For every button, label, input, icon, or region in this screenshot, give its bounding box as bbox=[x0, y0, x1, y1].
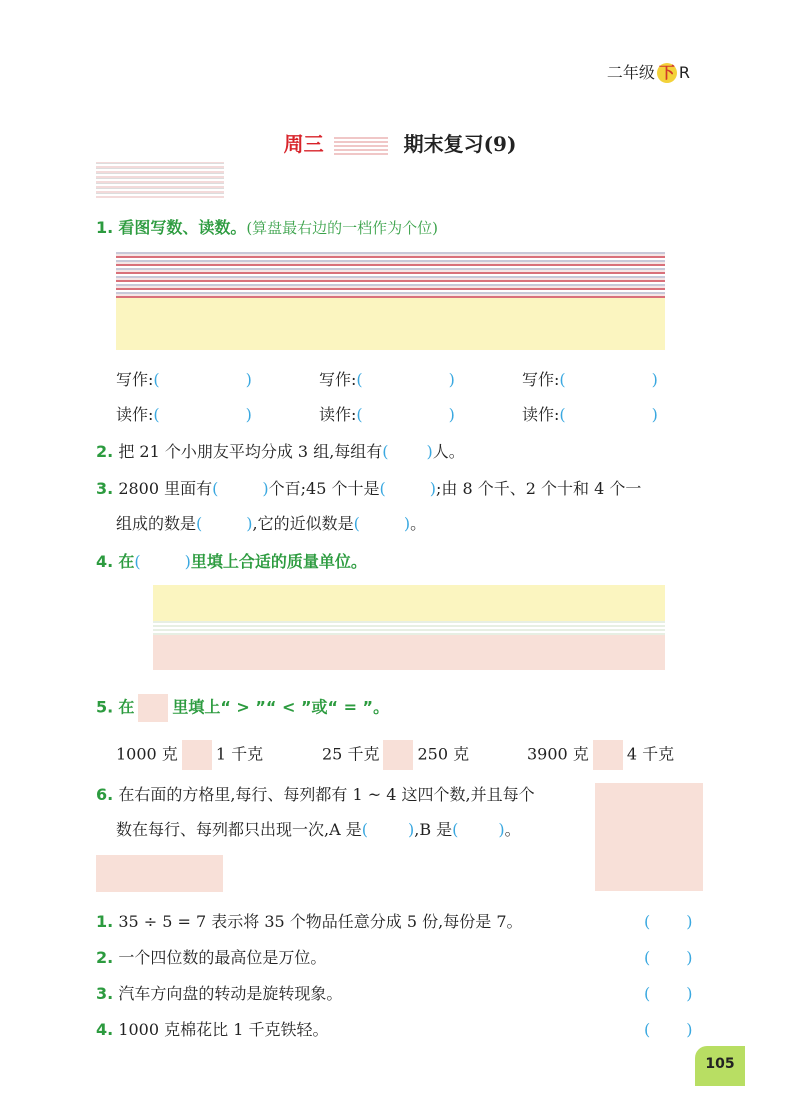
compare-box[interactable] bbox=[383, 740, 413, 770]
q3-line-2: 组成的数是( ),它的近似数是( )。 bbox=[116, 514, 427, 533]
compare-item-2: 25 千克 250 克 bbox=[322, 740, 469, 770]
page-title bbox=[0, 128, 800, 157]
q1-prompt: 看图写数、读数。 bbox=[118, 218, 247, 237]
weight-picture bbox=[153, 585, 665, 670]
abacus-picture bbox=[116, 252, 665, 350]
judge-item-3: 3. 汽车方向盘的转动是旋转现象。 bbox=[96, 984, 343, 1003]
judge-answer-4[interactable]: ( ) bbox=[644, 1020, 693, 1039]
q1-heading bbox=[96, 216, 438, 240]
title-decoration bbox=[334, 137, 388, 155]
judge-answer-1[interactable]: ( ) bbox=[644, 912, 693, 931]
compare-box[interactable] bbox=[182, 740, 212, 770]
judge-section-banner bbox=[96, 855, 223, 892]
page-number: 105 bbox=[695, 1046, 745, 1086]
grade-header bbox=[607, 60, 690, 83]
section-sticker bbox=[96, 162, 224, 198]
number-grid bbox=[595, 783, 703, 891]
q5-heading: 5. 在 里填上“ > ”“ < ”或“ = ”。 bbox=[96, 694, 389, 722]
write-row-1: 写作:( ) bbox=[116, 370, 252, 389]
q6-line-1: 6. 在右面的方格里,每行、每列都有 1 ~ 4 这四个数,并且每个 bbox=[96, 785, 535, 804]
judge-item-4: 4. 1000 克棉花比 1 千克铁轻。 bbox=[96, 1020, 329, 1039]
read-row-2: 读作:( ) bbox=[319, 405, 455, 424]
grade-label: 二年级 bbox=[606, 63, 655, 82]
q4-heading: 4. 在( )里填上合适的质量单位。 bbox=[96, 552, 367, 571]
title-name: 期末复习(9) bbox=[403, 132, 517, 156]
q2-line: 2. 把 21 个小朋友平均分成 3 组,每组有( )人。 bbox=[96, 442, 465, 461]
compare-item-1: 1000 克 1 千克 bbox=[116, 740, 263, 770]
judge-answer-2[interactable]: ( ) bbox=[644, 948, 693, 967]
read-row-3: 读作:( ) bbox=[522, 405, 658, 424]
write-row-2: 写作:( ) bbox=[319, 370, 455, 389]
judge-item-2: 2. 一个四位数的最高位是万位。 bbox=[96, 948, 327, 967]
compare-box[interactable] bbox=[593, 740, 623, 770]
write-row-3: 写作:( ) bbox=[522, 370, 658, 389]
term-badge: 下 bbox=[658, 63, 675, 82]
q1-note: (算盘最右边的一档作为个位) bbox=[246, 219, 439, 237]
q1-number: 1. bbox=[96, 218, 114, 237]
compare-item-3: 3900 克 4 千克 bbox=[527, 740, 674, 770]
edition-label: R bbox=[678, 63, 690, 82]
judge-answer-3[interactable]: ( ) bbox=[644, 984, 693, 1003]
read-row-1: 读作:( ) bbox=[116, 405, 252, 424]
title-day: 周三 bbox=[283, 132, 324, 156]
q3-line-1: 3. 2800 里面有( )个百;45 个十是( );由 8 个千、2 个十和 4 个一 bbox=[96, 479, 642, 498]
compare-box-sample bbox=[138, 694, 168, 722]
q6-line-2: 数在每行、每列都只出现一次,A 是( ),B 是( )。 bbox=[116, 820, 521, 839]
judge-item-1: 1. 35 ÷ 5 = 7 表示将 35 个物品任意分成 5 份,每份是 7。 bbox=[96, 912, 523, 931]
